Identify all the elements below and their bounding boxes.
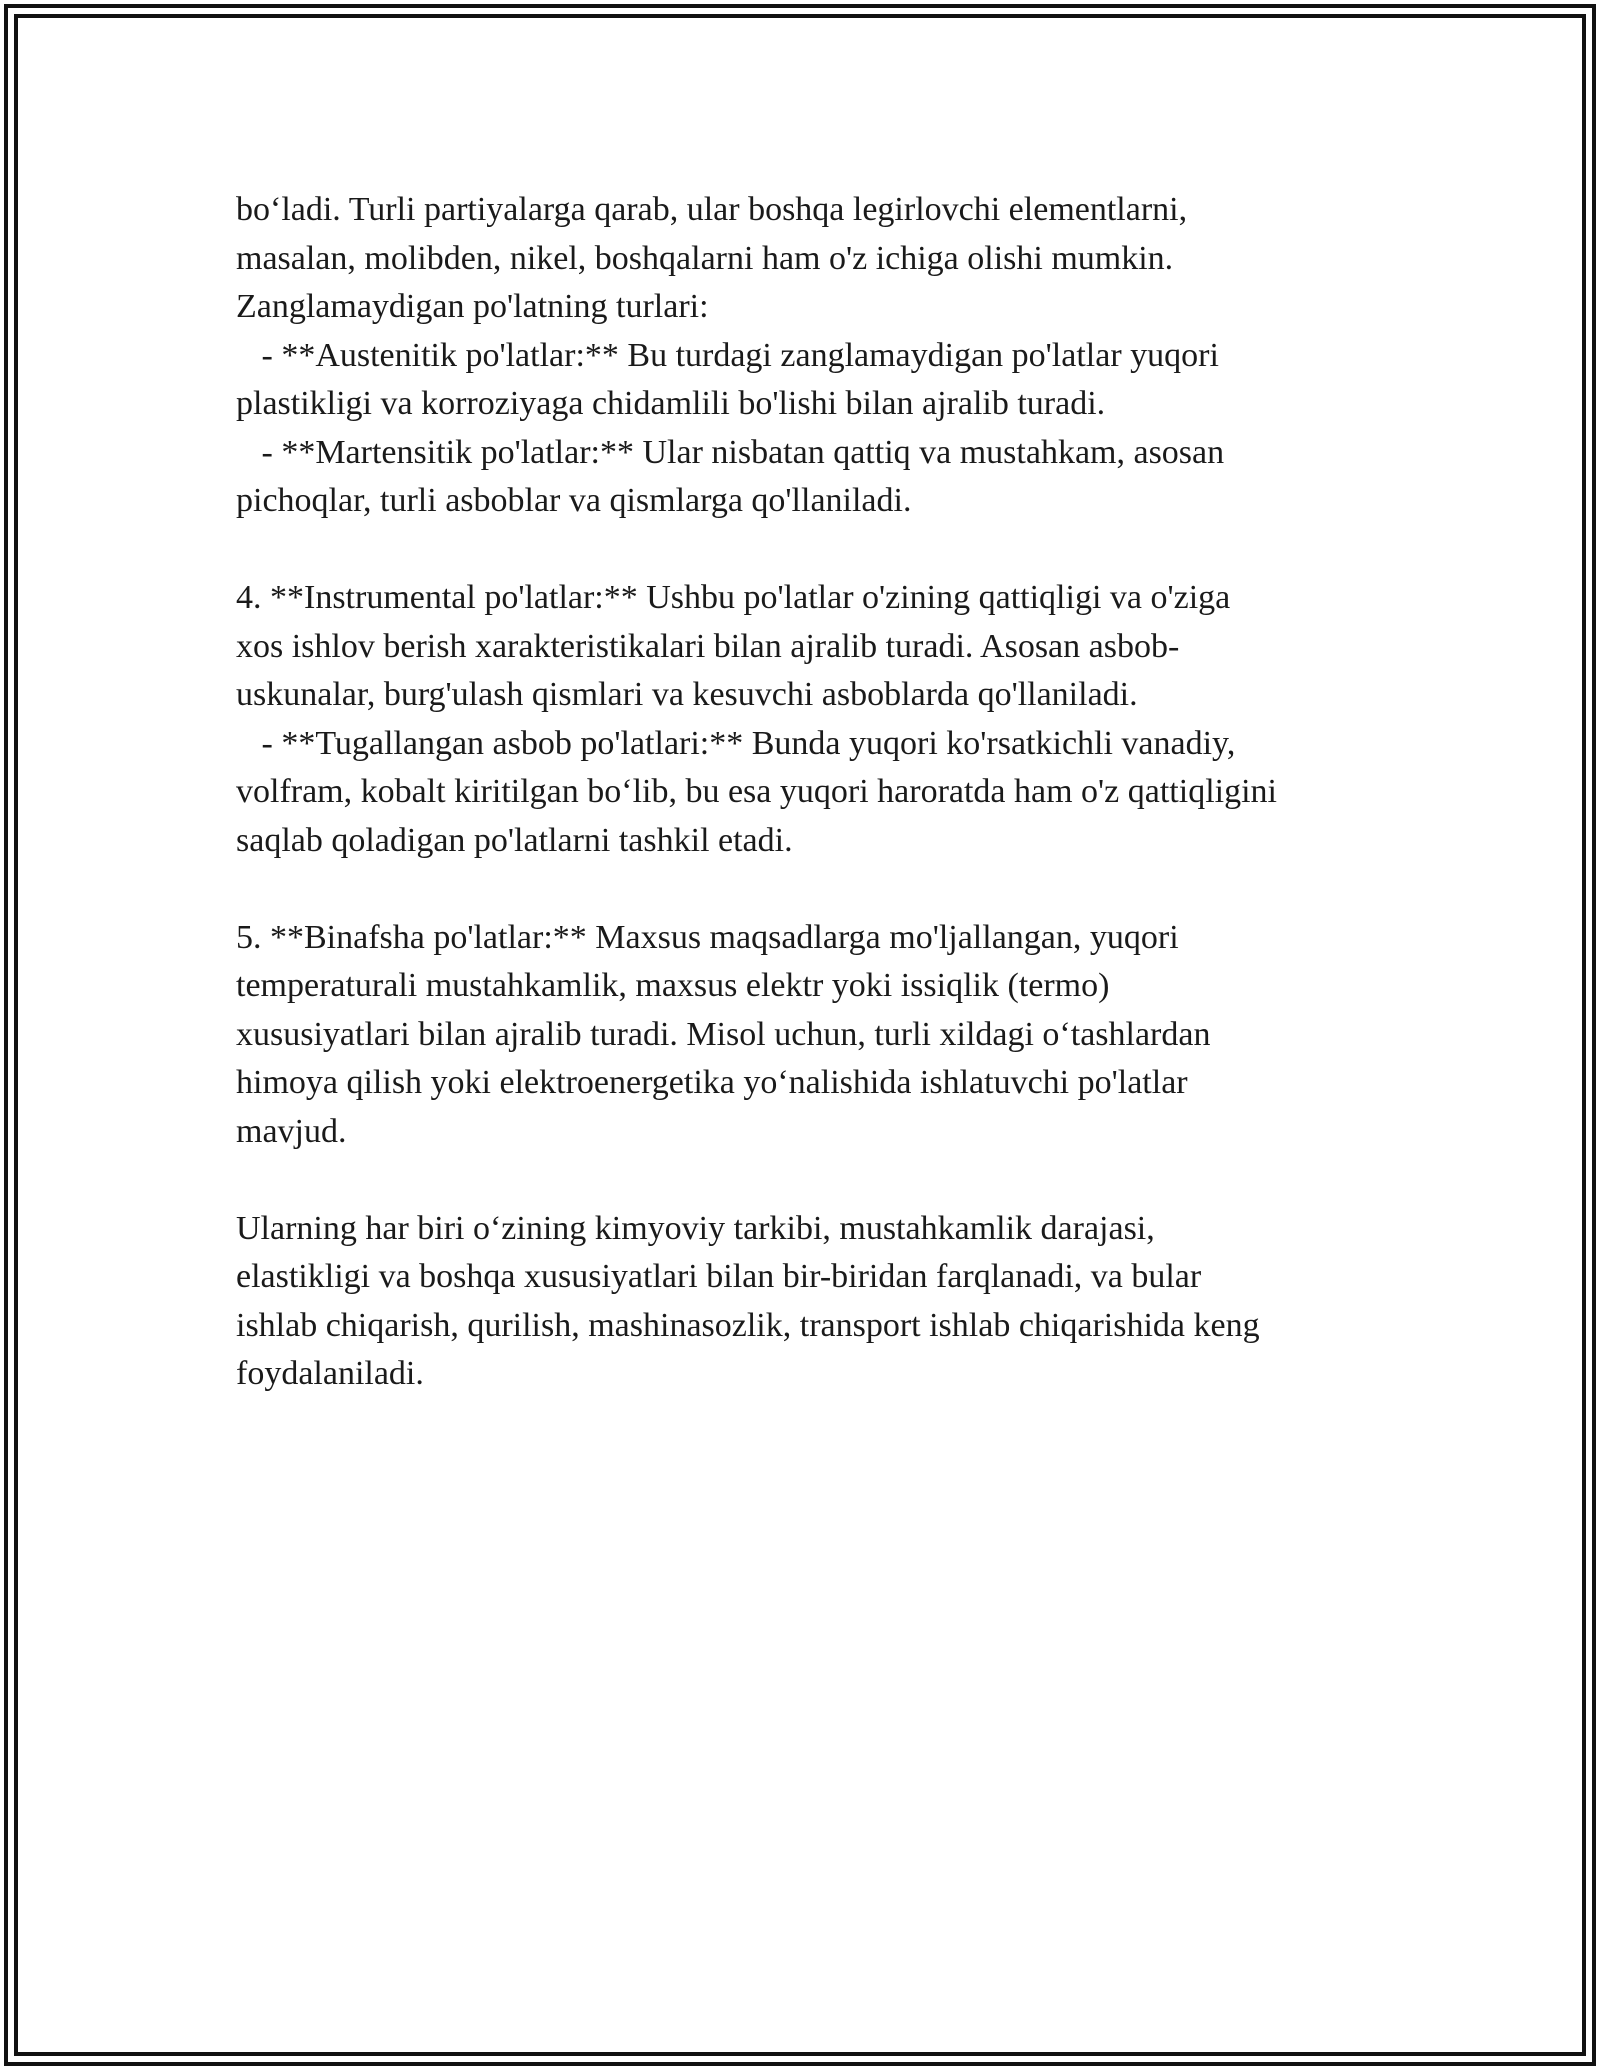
text-line: masalan, molibden, nikel, boshqalarni ham o'z ichiga olishi mumkin.: [236, 239, 1174, 277]
text-line: foydalaniladi.: [236, 1355, 424, 1392]
numbered-item-4: 4. **Instrumental po'latlar:** Ushbu po'latlar o'zining qattiqligi va o'ziga: [236, 579, 1231, 616]
text-line: saqlab qoladigan po'latlarni tashkil etadi.: [236, 821, 793, 859]
text-line: uskunalar, burg'ulash qismlari va kesuvchi asboblarda qo'llaniladi.: [236, 676, 1138, 713]
list-item-austenitic: - **Austenitik po'latlar:** Bu turdagi zanglamaydigan po'latlar yuqori: [236, 336, 1219, 374]
text-line: Ularning har biri o‘zining kimyoviy tarkibi, mustahkamlik darajasi,: [236, 1209, 1155, 1247]
paragraph-spacer: [236, 865, 1366, 914]
text-line: elastikligi va boshqa xususiyatlari bilan bir-biridan farqlanadi, va bular: [236, 1258, 1202, 1295]
text-line: bo‘ladi. Turli partiyalarga qarab, ular boshqa legirlovchi elementlarni,: [236, 191, 1188, 228]
list-item-martensitic: - **Martensitik po'latlar:** Ular nisbatan qattiq va mustahkam, asosan: [236, 433, 1225, 471]
text-line: pichoqlar, turli asboblar va qismlarga qo'llaniladi.: [236, 482, 912, 519]
list-item-finished-tool: - **Tugallangan asbob po'latlari:** Bunda yuqori ko'rsatkichli vanadiy,: [236, 724, 1236, 762]
text-line: xos ishlov berish xarakteristikalari bilan ajralib turadi. Asosan asbob-: [236, 627, 1180, 665]
paragraph-conclusion: [236, 1205, 1366, 1399]
text-line: mavjud.: [236, 1112, 347, 1150]
text-line: Zanglamaydigan po'latning turlari:: [236, 288, 709, 325]
paragraph-spacer: [236, 1156, 1366, 1205]
paragraph-binafsha: [236, 914, 1366, 1157]
document-body: [236, 186, 1366, 1399]
text-line: xususiyatlari bilan ajralib turadi. Misol uchun, turli xildagi o‘tashlardan: [236, 1015, 1211, 1053]
text-line: ishlab chiqarish, qurilish, mashinasozlik, transport ishlab chiqarishida keng: [236, 1306, 1260, 1344]
text-line: plastikligi va korroziyaga chidamlili bo'lishi bilan ajralib turadi.: [236, 385, 1106, 422]
paragraph-steel-types: [236, 186, 1366, 526]
text-line: temperaturali mustahkamlik, maxsus elektr yoki issiqlik (termo): [236, 967, 1110, 1004]
text-line: himoya qilish yoki elektroenergetika yo‘nalishida ishlatuvchi po'latlar: [236, 1064, 1188, 1101]
numbered-item-5: 5. **Binafsha po'latlar:** Maxsus maqsadlarga mo'ljallangan, yuqori: [236, 918, 1179, 956]
paragraph-spacer: [236, 526, 1366, 575]
text-line: volfram, kobalt kiritilgan bo‘lib, bu esa yuqori haroratda ham o'z qattiqligini: [236, 773, 1277, 810]
paragraph-instrumental: [236, 574, 1366, 865]
